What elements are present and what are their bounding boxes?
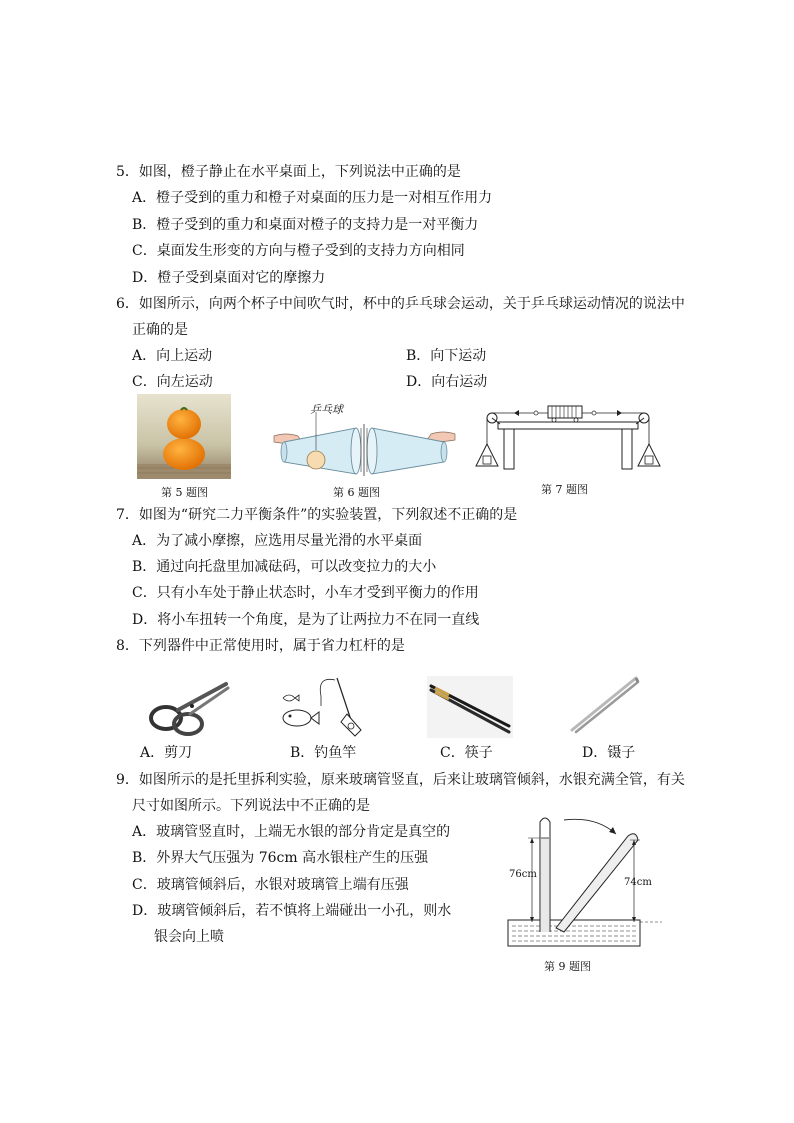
figure-9-caption: 第 9 题图 — [544, 960, 591, 973]
q7-option-c: C．只有小车处于静止状态时，小车才受到平衡力的作用 — [132, 585, 479, 601]
q6-option-d: D．向右运动 — [406, 374, 488, 390]
q9-stem-line1: 9．如图所示的是托里拆利实验，原来玻璃管竖直，后来让玻璃管倾斜，水银充满全管，有关 — [116, 772, 685, 788]
q5-stem: 5．如图，橙子静止在水平桌面上，下列说法中正确的是 — [116, 164, 461, 180]
figure-7-caption: 第 7 题图 — [541, 483, 588, 496]
figure-9-label-74cm: 74cm — [624, 877, 652, 888]
q8-option-a: A．剪刀 — [140, 745, 193, 761]
q8-option-c: C．筷子 — [440, 745, 493, 761]
q6-option-b: B．向下运动 — [406, 348, 487, 364]
q7-option-a: A．为了减小摩擦，应选用尽量光滑的水平桌面 — [132, 533, 423, 549]
q5-option-a: A．橙子受到的重力和橙子对桌面的压力是一对相互作用力 — [132, 190, 493, 206]
q7-stem: 7．如图为“研究二力平衡条件”的实验装置，下列叙述不正确的是 — [116, 507, 518, 523]
figure-5-caption: 第 5 题图 — [161, 486, 208, 499]
q9-option-b: B．外界大气压强为 76cm 高水银柱产生的压强 — [132, 850, 429, 866]
figure-5-oranges-photo — [137, 394, 231, 479]
q8-stem: 8．下列器件中正常使用时，属于省力杠杆的是 — [116, 638, 405, 654]
q9-option-d: D．玻璃管倾斜后，若不慎将上端碰出一小孔，则水 — [132, 903, 452, 919]
q7-option-b: B．通过向托盘里加减砝码，可以改变拉力的大小 — [132, 559, 437, 575]
q5-option-b: B．橙子受到的重力和桌面对橙子的支持力是一对平衡力 — [132, 217, 479, 233]
q8-tweezers-image — [566, 676, 642, 736]
q6-stem-line2: 正确的是 — [132, 322, 188, 338]
q8-fishing-rod-image — [277, 676, 363, 740]
q5-option-d: D．橙子受到桌面对它的摩擦力 — [132, 270, 326, 286]
q8-option-d: D．镊子 — [582, 745, 636, 761]
figure-6-cups-pingpong — [272, 398, 457, 482]
q7-option-d: D．将小车扭转一个角度，是为了让两拉力不在同一直线 — [132, 612, 480, 628]
q9-option-d-continued: 银会向上喷 — [154, 929, 224, 945]
q6-stem-line1: 6．如图所示，向两个杯子中间吹气时，杯中的乒乓球会运动，关于乒乓球运动情况的说法中 — [116, 296, 685, 312]
figure-6-caption: 第 6 题图 — [333, 486, 380, 499]
figure-6-ball-label: 乒乓球 — [310, 403, 343, 416]
q9-option-a: A．玻璃管竖直时，上端无水银的部分肯定是真空的 — [132, 824, 451, 840]
q8-chopsticks-image — [427, 676, 513, 738]
q9-option-c: C．玻璃管倾斜后，水银对玻璃管上端有压强 — [132, 877, 409, 893]
q6-option-c: C．向左运动 — [132, 374, 213, 390]
q8-scissors-image — [146, 678, 234, 738]
q6-option-a: A．向上运动 — [132, 348, 213, 364]
figure-9-label-76cm: 76cm — [509, 869, 537, 880]
figure-7-balance-apparatus — [474, 400, 662, 472]
q8-option-b: B．钓鱼竿 — [290, 745, 357, 761]
q5-option-c: C．桌面发生形变的方向与橙子受到的支持力方向相同 — [132, 243, 465, 259]
q9-stem-line2: 尺寸如图所示。下列说法中不正确的是 — [132, 798, 370, 814]
